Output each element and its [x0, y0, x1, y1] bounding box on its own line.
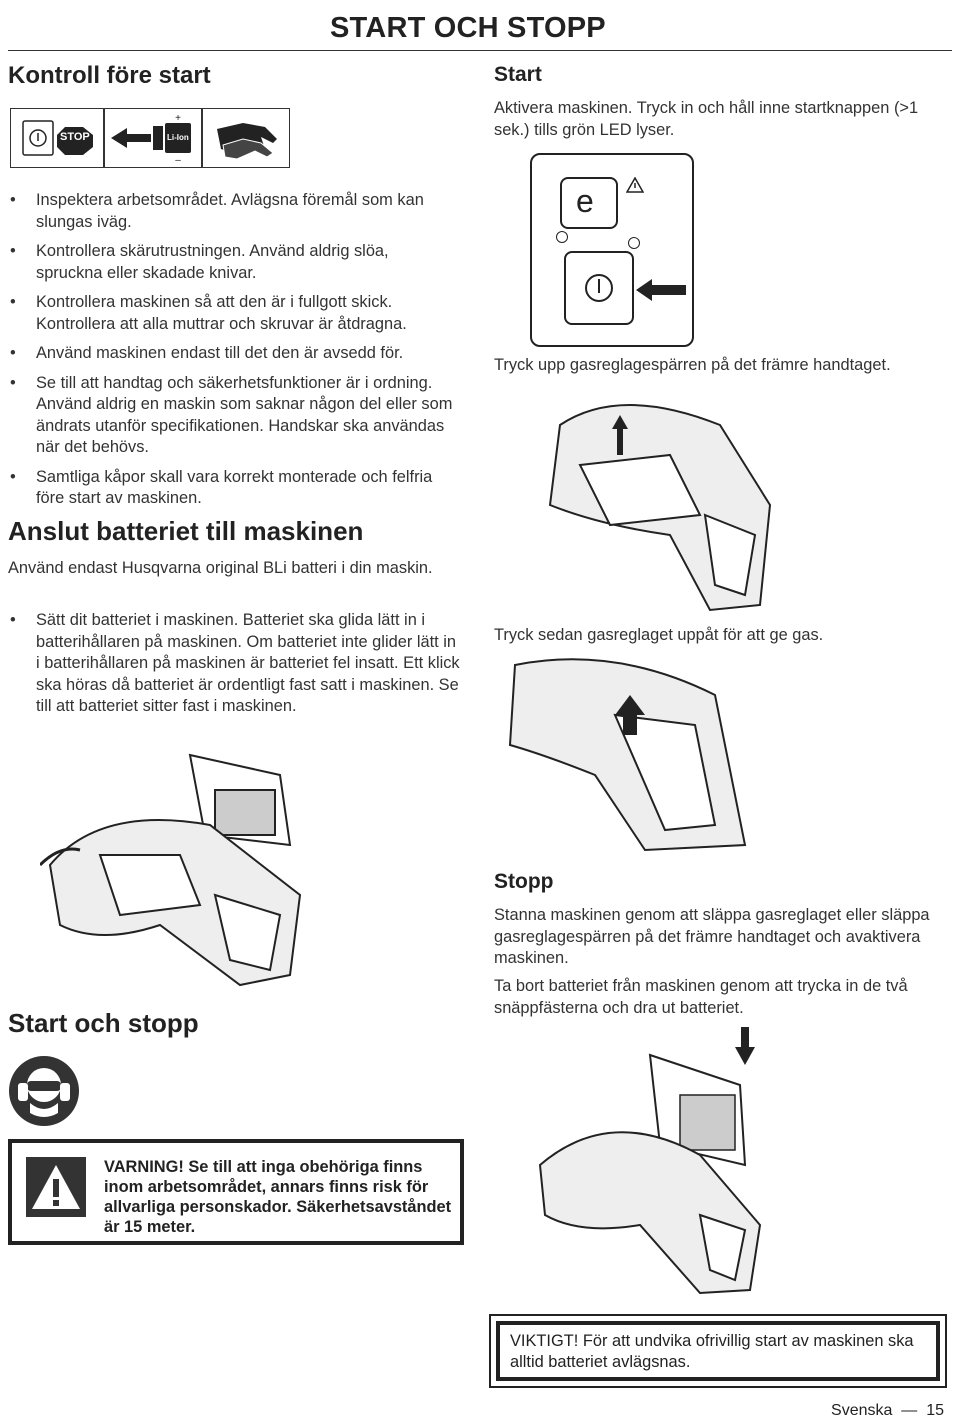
warning-led-icon	[626, 177, 644, 193]
hedge-trimmer-handle-drawing	[520, 385, 785, 620]
power-icon	[566, 253, 632, 323]
anslut-intro: Använd endast Husqvarna original BLi batteri i din maskin.	[8, 559, 433, 577]
list-item: • Sätt dit batteriet i maskinen. Batteriet ska glida lätt in i batterihållaren på maskinen. Om batteriet inte glider lätt in i batterihållaren på maskinen är batteriet fel insatt. Ett klick ska höras då batteriet är ordentligt fast satt i maskinen. Se till att batteriet sitter fast i maskinen.	[8, 610, 460, 718]
throttle-lockout-illustration	[520, 385, 785, 620]
power-button	[564, 251, 634, 325]
footer-dash: —	[896, 1402, 922, 1419]
list-item: • Inspektera arbetsområdet. Avlägsna föremål som kan slungas iväg.	[8, 190, 458, 233]
list-item: • Samtliga kåpor skall vara korrekt monterade och felfria före start av maskinen.	[8, 467, 458, 510]
battery-insert-illustration	[40, 745, 340, 1005]
kontroll-list	[8, 190, 458, 518]
start-step2: Tryck upp gasreglagespärren på det främre handtaget.	[494, 356, 891, 374]
gloves-icon-box	[202, 108, 290, 168]
control-panel-illustration	[530, 153, 694, 347]
eco-button	[560, 177, 618, 229]
title-rule	[8, 50, 952, 51]
battery-icon-box	[104, 108, 202, 168]
list-item: • Använd maskinen endast till det den är avsedd för.	[8, 343, 458, 365]
footer-language: Svenska	[831, 1402, 893, 1419]
svg-text:+: +	[175, 113, 181, 124]
list-item: • Se till att handtag och säkerhetsfunktioner är i ordning. Använd aldrig en maskin som saknar någon del eller som ändrats utanför specifikationen. Handskar ska användas när det behövs.	[8, 373, 458, 459]
list-item: • Kontrollera maskinen så att den är i fullgott skick. Kontrollera att alla muttrar och skruvar är åtdragna.	[8, 292, 458, 335]
battery-label: Li-Ion	[167, 133, 189, 142]
throttle-illustration	[495, 655, 755, 855]
start-stopp-heading: Start och stopp	[8, 1008, 199, 1038]
ear-eye-protection-icon	[8, 1055, 80, 1127]
svg-text:–: –	[175, 155, 181, 166]
anslut-heading: Anslut batteriet till maskinen	[8, 516, 364, 546]
kontroll-heading: Kontroll före start	[8, 62, 211, 89]
warning-icon	[26, 1157, 86, 1217]
hedge-trimmer-drawing	[40, 745, 340, 1005]
start-text: Aktivera maskinen. Tryck in och håll inne startknappen (>1 sek.) tills grön LED lyser.	[494, 99, 919, 139]
stopp-p1: Stanna maskinen genom att släppa gasreglaget eller släppa gasreglagespärren på det främre handtaget och avaktivera maskinen.	[494, 906, 930, 967]
page-footer	[831, 1402, 944, 1420]
eco-button-label: e	[576, 183, 594, 219]
press-arrow-icon	[636, 275, 688, 305]
stopp-heading: Stopp	[494, 870, 554, 893]
important-box-inner	[496, 1321, 940, 1381]
warning-text: VARNING! Se till att inga obehöriga finns inom arbetsområdet, annars finns risk för allvarliga personskador. Säkerhetsavståndet är 15 meter.	[104, 1158, 452, 1236]
anslut-list	[8, 610, 460, 726]
important-box	[489, 1314, 947, 1388]
led-indicator	[556, 231, 568, 243]
rear-handle-drawing	[495, 655, 755, 855]
gloves-icon	[203, 109, 289, 167]
start-step3: Tryck sedan gasreglaget uppåt för att ge gas.	[494, 626, 824, 644]
stopp-p2: Ta bort batteriet från maskinen genom att trycka in de två snäppfästerna och dra ut batteriet.	[494, 977, 908, 1017]
footer-page-number: 15	[926, 1402, 944, 1419]
start-heading: Start	[494, 63, 542, 86]
list-item: • Kontrollera skärutrustningen. Använd aldrig slöa, spruckna eller skadade knivar.	[8, 241, 458, 284]
led-indicator	[628, 237, 640, 249]
battery-removal-drawing	[530, 1025, 780, 1295]
warning-box	[8, 1139, 464, 1245]
stop-icon-box	[10, 108, 104, 168]
page-title: START OCH STOPP	[330, 12, 606, 44]
important-text: VIKTIGT! För att undvika ofrivillig start av maskinen ska alltid batteriet avlägsnas.	[510, 1332, 914, 1371]
battery-remove-illustration	[530, 1025, 780, 1295]
stop-sign-label: STOP	[60, 131, 90, 143]
